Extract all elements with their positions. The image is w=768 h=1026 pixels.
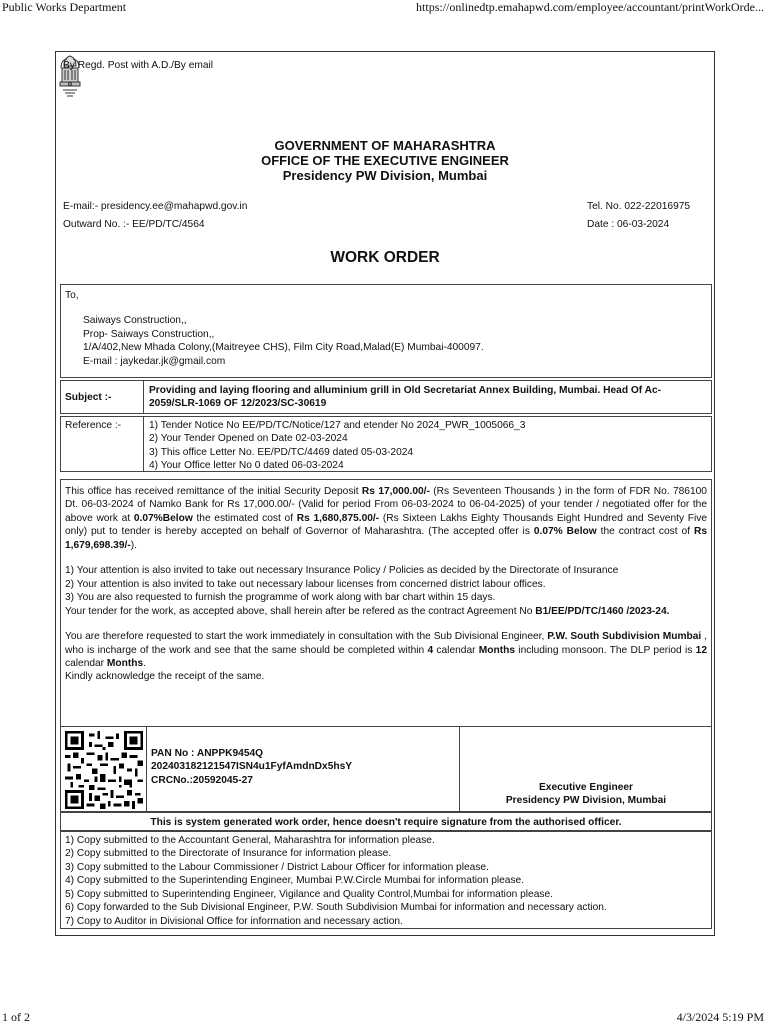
print-header: [0, 0, 768, 16]
copy-item: 2) Copy submitted to the Directorate of Insurance for information please.: [65, 848, 392, 860]
copy-item: 3) Copy submitted to the Labour Commissioner / District Labour Officer for information please.: [65, 861, 489, 873]
acceptance-paragraph: This office has received remittance of the initial Security Deposit Rs 17,000.00/- (Rs Seventeen Thousands ) in the form of FDR No. 786100 Dt. 06-03-2024 of Namko Bank for Rs 17,000.00/- (Valid for period From 06-03-2024 to 06-04-2025) of your tender / negotiated offer for the above work at 0.07%Below the estimated cost of Rs 1,680,875.00/- (Rs Sixteen Lakhs Eighty Thousands Eight Hundred and Seventy Five only) put to tender is hereby accepted on behalf of Governor of Maharashtra. (The accepted offer is 0.07% Below the contract cost of Rs 1,679,698.39/-).: [65, 486, 708, 551]
office-telephone: Tel. No. 022-22016975: [587, 201, 691, 212]
subject-row: [60, 380, 712, 414]
verification-code: 202403182121547ISN4u1FyfAmdnDx5hsY: [151, 761, 353, 773]
address-line: Saiways Construction,,: [83, 315, 187, 327]
gov-line-3: Presidency PW Division, Mumbai: [282, 168, 488, 183]
pan-number: PAN No : ANPPK9454Q: [151, 748, 264, 759]
order-body: [60, 479, 712, 727]
addressee-address: [83, 314, 707, 368]
copy-item: 4) Copy submitted to the Superintending Engineer, Mumbai P.W.Circle Mumbai for information please.: [65, 875, 525, 887]
reference-item: 3) This office Letter No. EE/PD/TC/4469 dated 05-03-2024: [149, 446, 414, 458]
gov-line-2: OFFICE OF THE EXECUTIVE ENGINEER: [261, 153, 509, 168]
reference-item: 4) Your Office letter No 0 dated 06-03-2024: [149, 460, 344, 472]
signatory-office: Presidency PW Division, Mumbai: [505, 795, 667, 807]
pan-details: [146, 727, 460, 811]
copy-item: 6) Copy forwarded to the Sub Divisional Engineer, P.W. South Subdivision Mumbai for information and necessary action.: [65, 902, 607, 914]
outward-number: Outward No. :- EE/PD/TC/4564: [63, 219, 205, 230]
address-line: 1/A/402,New Mhada Colony,(Maitreyee CHS), Film City Road,Malad(E) Mumbai-400097.: [83, 342, 484, 354]
government-heading: [56, 138, 714, 183]
gov-line-1: GOVERNMENT OF MAHARASHTRA: [274, 138, 496, 153]
copy-item: 5) Copy submitted to Superintending Engineer, Vigilance and Quality Control,Mumbai for information please.: [65, 888, 553, 900]
signature-block: [461, 781, 711, 808]
reference-item: 1) Tender Notice No EE/PD/TC/Notice/127 and etender No 2024_PWR_1005066_3: [149, 420, 526, 431]
copy-item: 7) Copy to Auditor in Divisional Office for information and necessary action.: [65, 915, 403, 927]
print-header-url[interactable]: https://onlinedtp.emahapwd.com/employee/accountant/printWorkOrde...: [416, 0, 764, 14]
qr-code-icon: [65, 731, 143, 809]
print-header-title: Public Works Department: [2, 0, 127, 14]
subject-label: Subject :-: [61, 381, 144, 413]
subject-text: Providing and laying flooring and alluminium grill in Old Secretariat Annex Building, Mumbai. Head Of Ac-2059/SLR-1069 OF 12/2023/SC-30619: [149, 385, 662, 410]
work-order-document: [55, 51, 715, 936]
office-email: E-mail:- presidency.ee@mahapwd.gov.in: [63, 201, 248, 212]
pan-signature-row: [60, 726, 712, 812]
reference-list: [149, 419, 707, 473]
regd-note: By Regd. Post with A.D./By email: [63, 60, 214, 71]
copy-to-list: [60, 831, 712, 929]
to-label: To,: [65, 290, 79, 301]
page-number: 1 of 2: [2, 1010, 30, 1024]
print-datetime: 4/3/2024 5:19 PM: [676, 1010, 764, 1024]
crc-number: CRCNo.:20592045-27: [151, 774, 253, 786]
reference-label: Reference :-: [61, 417, 144, 471]
address-email: E-mail : jaykedar.jk@gmail.com: [83, 355, 226, 367]
work-order-title: WORK ORDER: [330, 249, 440, 266]
copy-item: 1) Copy submitted to the Accountant General, Maharashtra for information please.: [65, 835, 435, 846]
reference-row: [60, 416, 712, 472]
signatory-designation: Executive Engineer: [539, 782, 633, 793]
start-work-paragraph: You are therefore requested to start the work immediately in consultation with the Sub Divisional Engineer, P.W. South Subdivision Mumbai , who is incharge of the work and see that the same should be completed within 4 calendar Months including monsoon. The DLP period is 12 calendar Months. Kindly acknowledge the receipt of the same.: [65, 631, 707, 683]
addressee-box: [60, 284, 712, 378]
address-line: Prop- Saiways Construction,,: [83, 328, 215, 340]
system-generated-note: This is system generated work order, hence doesn't require signature from the authorised officer.: [60, 812, 712, 831]
letter-date: Date : 06-03-2024: [587, 219, 670, 230]
instructions-paragraph: 1) Your attention is also invited to take out necessary Insurance Policy / Policies as decided by the Directorate of Insurance 2) Your attention is also invited to take out necessary labour licenses from concerned district labour offices. 3) You are also requested to furnish the programme of work along with bar chart within 15 days. Your tender for the work, as accepted above, shall herein after be refered as the contract Agreement No B1/EE/PD/TC/1460 /2023-24.: [65, 565, 670, 617]
reference-item: 2) Your Tender Opened on Date 02-03-2024: [149, 433, 348, 445]
